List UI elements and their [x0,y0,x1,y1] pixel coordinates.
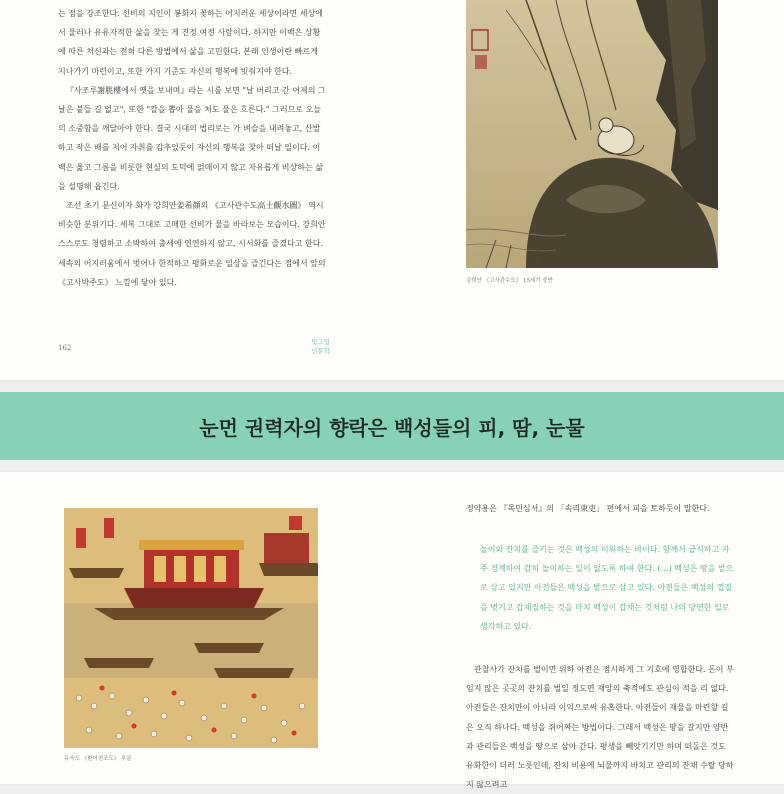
running-head [300,338,330,356]
bottom-body-text [466,660,736,794]
painting-scholar-gazing-water [466,0,718,268]
page-number: 162 [58,344,72,352]
paragraph: 조선 초기 문신이자 화가 강희안姜希顔의 《고사관수도高士觀水圖》 역시 비슷한 분위기다. 세복 그대로 고매한 선비가 물을 바라보는 모습이다. 강희안 스스로도 청렴하고 소박하여 출세에 연연하지 않고, 시서화를 즐겼다고 한다. 세속의 어지러움에서 벗어나 한적하고 평화로운 일상을 즐긴다는 점에서 앞의 《고사박주도》 느낌에 닿아 있다. [58,201,326,287]
section-banner [0,392,784,460]
running-head-line: 인문학 [311,347,330,355]
quote-paragraph: 놀이와 잔치를 즐기는 것은 백성의 미워하는 바이다. 함께서 급식하고 자주 경계하여 감히 놀이하는 일이 없도록 하여 한다. (…) 백성은 땅을 밭으로 삼고 있지만 아전들은 백성을 밭으로 삼고 있다. 아전들은 백성의 껍질을 벗기고 갑채질하는 것을 마치 백성이 갑채는 것처럼 나의 당연한 일로 생각하고 있다. [480,545,734,631]
paragraph: 관찰사가 잔치를 벌이면 위하 아전은 점시하게 그 기호에 영합한다. 돈이 부임지 많은 곳곳의 잔치를 벌일 정도면 재앙의 축적에도 관심이 적을 리 없다. 아전들은 잔치만이 아니라 이익으로써 유혹한다. 아전들이 재물을 마련할 길은 오직 하나다. 백성을 쥐어짜는 방법이다. 그래서 백성은 땅을 갈지만 양반과 관리들은 백성을 땅으로 삼아 간다. 평생을 빼앗기기만 하며 떠돌은 것도 유화한이 더러 노릇인데, 잔치 비용에 뇌물까지 바치고 관리의 잔채 수탈 당하지 않으려고 [466,665,734,790]
painting-illustration [64,508,318,748]
top-body-text [58,4,328,292]
banner-title: 눈먼 권력자의 향락은 백성들의 피, 땀, 눈물 [199,415,585,440]
running-head-line: 빛그림 [311,338,330,346]
block-quote [480,540,736,636]
top-book-page [0,0,784,380]
figure-caption: 강희안 《고사관수도》 15세기 중반 [466,278,554,284]
paragraph: 『사조루謝朓樓에서 옛을 보내며』라는 시를 보면 "날 버리고 간 어제의 그 날은 붙들 길 없고", 또한 "칼을 뽑아 물을 쳐도 물은 흐른다." 그러므로 오늘의 소중함을 깨달아야 한다. 결국 시대의 법리로는 가 벼슬을 내려놓고, 산발하고 작은 배를 저어 자취를 감추었듯이 자신의 행복을 찾아 떠날 일이다. 이백은 옳고 그름을 비롯한 현실의 도덕에 얽매이지 않고 자유롭게 비상하는 삶을 설명해 옵긴다. [58,85,326,191]
painting-illustration [466,0,718,268]
intro-text: 정약용은 『목민심서』의 「속리束吏」 편에서 피을 토하듯이 말한다. [466,504,710,513]
painting-royal-procession-boats [64,508,318,748]
figure-caption: 유숙도 《환어천조도》 부분 [64,756,132,762]
paragraph: 는 점을 강조한다. 선비의 지인이 봉화지 꽃하는 어지러운 세상이라면 세상에서 물러나 유유자적한 삶을 찾는 게 진정 여전 사람이다. 하지만 이백은 상황에 따른 처신과는 전혀 다른 방법에서 삶을 고민한다. 본래 인생이란 빠르게 지나가기 마련이고, 또한 가지 기준도 자신의 행복에 빗줘지야 한다. [58,9,323,76]
